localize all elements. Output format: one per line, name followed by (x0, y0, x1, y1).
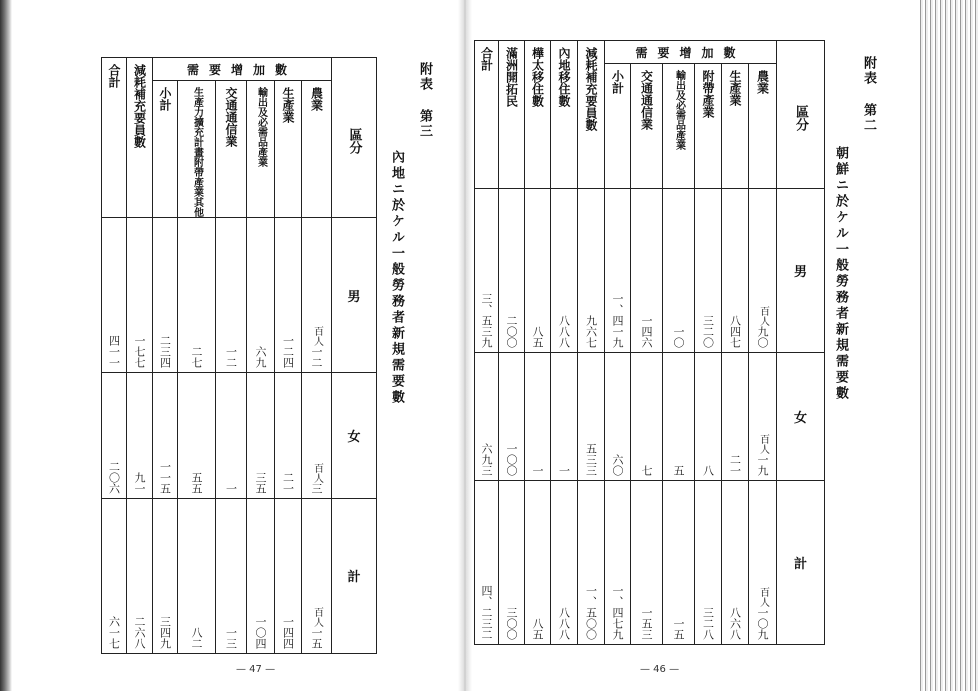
table-cell (631, 481, 663, 645)
table-cell (551, 189, 578, 353)
header-label: 輸出及必需品產業 (255, 87, 267, 167)
cell-value: 五五 (190, 471, 203, 494)
header-label: 小計 (610, 70, 625, 94)
cell-value: 五三三 (584, 443, 598, 477)
header-label: 女 (347, 429, 361, 445)
header-label: 附帶產業 (701, 70, 715, 118)
table-cell (525, 481, 551, 645)
cell-value: 一七七 (133, 335, 146, 369)
cell-value: 一三 (224, 627, 238, 649)
header-label: 交通通信業 (224, 87, 238, 147)
cell-value: 一、四一九 (611, 292, 624, 348)
table-cell (475, 189, 499, 353)
table-cell (499, 481, 525, 645)
cell-value: 九〇 (756, 325, 769, 348)
cell-value: 一九 (756, 454, 769, 477)
book-edge-left (0, 0, 12, 691)
table-cell (551, 481, 578, 645)
row-label-female (332, 373, 377, 499)
table-row (102, 498, 377, 653)
cell-value: 二一 (281, 471, 295, 494)
table-cell (695, 481, 722, 645)
header-kubun (332, 58, 377, 218)
cell-value: 六一七 (107, 616, 121, 649)
header-attrition (127, 58, 153, 218)
table-cell (722, 189, 749, 353)
table-cell (178, 498, 216, 653)
table-cell (578, 481, 605, 645)
table-cell (153, 218, 178, 373)
table-cell (499, 352, 525, 480)
left-page-subtitle: 內地ニ於ケル一般勞務者新規需要數 (389, 150, 404, 406)
header-kubun (777, 41, 825, 189)
table-cell (216, 373, 247, 499)
table-cell (102, 218, 127, 373)
cell-value: 三 (310, 482, 323, 494)
unit-label: 百人 (757, 434, 769, 455)
header-production (275, 81, 302, 218)
table-row (475, 481, 825, 645)
unit-label: 百人 (311, 326, 323, 347)
cell-value: 三、五三九 (480, 292, 493, 348)
table-cell (475, 352, 499, 480)
table-cell (663, 352, 695, 480)
header-attrition (578, 41, 605, 189)
table-cell (631, 352, 663, 480)
cell-value: 三四九 (158, 616, 172, 649)
header-total (102, 58, 127, 218)
row-label-male (777, 189, 825, 353)
header-expansion-plan (178, 81, 216, 218)
cell-value: 一〇四 (254, 616, 267, 649)
header-ancillary (695, 64, 722, 189)
cell-value: 五 (672, 465, 685, 477)
unit-label: 百人 (311, 607, 323, 627)
header-label: 男 (794, 264, 808, 280)
table-cell (631, 189, 663, 353)
header-label: 小計 (158, 87, 172, 111)
unit-label: 百人 (311, 462, 323, 483)
cell-value: 一〇〇 (505, 443, 518, 477)
table-cell (605, 481, 631, 645)
cell-value: 九六七 (584, 314, 598, 348)
header-karafuto (525, 41, 551, 189)
header-agriculture (749, 64, 777, 189)
table-cell (275, 498, 302, 653)
cell-value: 三二八 (701, 607, 715, 640)
cell-value: 八四七 (728, 314, 742, 348)
table-cell (178, 218, 216, 373)
table-cell (153, 498, 178, 653)
table-cell (749, 189, 777, 353)
table-cell (525, 352, 551, 480)
table-cell (178, 373, 216, 499)
table-cell (499, 189, 525, 353)
header-label: 計 (794, 557, 808, 573)
book-gutter (458, 0, 472, 691)
left-page-number: — 47 — (236, 664, 276, 675)
table-cell (247, 373, 275, 499)
table-cell (216, 498, 247, 653)
header-production (722, 64, 749, 189)
header-label: 生產力擴充計畫附帶產業其他 (191, 87, 203, 217)
cell-value: 八五 (531, 618, 544, 640)
cell-value: 六〇 (611, 454, 624, 477)
cell-value: 一五三 (640, 607, 653, 640)
header-label: 需要增加數 (187, 62, 298, 77)
header-label: 男 (347, 289, 361, 305)
table-cell (551, 352, 578, 480)
cell-value: 一四四 (281, 616, 295, 649)
table-cell (216, 218, 247, 373)
cell-value: 六九 (254, 346, 267, 369)
cell-value: 三〇〇 (505, 607, 518, 640)
table-cell (663, 481, 695, 645)
cell-value: 九一 (133, 471, 146, 494)
cell-value: 一〇 (672, 325, 685, 348)
right-page-subtitle: 朝鮮ニ於ケル一般勞務者新規需要數 (833, 146, 848, 402)
cell-value: 二六八 (133, 616, 146, 649)
header-label: 減耗補充要員數 (584, 47, 598, 131)
table-cell (302, 218, 332, 373)
header-label: 合計 (107, 64, 121, 88)
header-naichi (551, 41, 578, 189)
cell-value: 一二四 (281, 335, 295, 369)
cell-value: 二〇六 (107, 460, 121, 494)
table-cell (578, 189, 605, 353)
cell-value: 一 (224, 482, 238, 494)
cell-value: 八二 (190, 627, 203, 649)
cell-value: 二一 (728, 454, 742, 477)
cell-value: 七 (640, 465, 653, 477)
header-label: 農業 (309, 87, 324, 111)
cell-value: 八 (701, 465, 715, 477)
header-manchuria (499, 41, 525, 189)
header-label: 計 (347, 570, 361, 586)
table-cell (247, 498, 275, 653)
header-transport (631, 64, 663, 189)
table-cell (605, 352, 631, 480)
table-cell (749, 481, 777, 645)
cell-value: 一四六 (640, 314, 653, 348)
header-label: 農業 (755, 70, 770, 94)
table-cell (127, 373, 153, 499)
table-cell (153, 373, 178, 499)
unit-label: 百人 (757, 305, 769, 326)
table-row (475, 189, 825, 353)
header-label: 女 (794, 410, 808, 426)
cell-value: 三二〇 (701, 314, 715, 348)
cell-value: 六九三 (480, 443, 493, 477)
right-table (474, 40, 825, 645)
table-cell (247, 218, 275, 373)
table-cell (127, 498, 153, 653)
cell-value: 八五 (531, 325, 544, 348)
header-subtotal (605, 64, 631, 189)
header-label: 合計 (479, 47, 494, 71)
header-agriculture (302, 81, 332, 218)
header-demand-increase (153, 58, 332, 81)
header-label: 減耗補充要員數 (132, 64, 147, 148)
header-export (663, 64, 695, 189)
cell-value: 二七 (190, 346, 203, 369)
right-page-title: 附表 第二 (861, 56, 876, 133)
table-cell (695, 352, 722, 480)
header-total (475, 41, 499, 189)
left-table (101, 57, 377, 654)
header-subtotal (153, 81, 178, 218)
cell-value: 一五 (310, 627, 323, 649)
header-label: 區分 (793, 104, 809, 131)
header-label: 區分 (346, 127, 362, 154)
table-cell (525, 189, 551, 353)
header-label: 生產業 (728, 70, 742, 106)
header-label: 樺太移住數 (530, 47, 545, 107)
table-cell (302, 373, 332, 499)
cell-value: 四、二三二 (480, 585, 493, 640)
cell-value: 一〇九 (756, 607, 769, 640)
cell-value: 一 (531, 465, 544, 477)
row-label-male (332, 218, 377, 373)
row-label-female (777, 352, 825, 480)
cell-value: 八八八 (557, 607, 571, 640)
table-cell (749, 352, 777, 480)
row-label-total (777, 481, 825, 645)
table-cell (102, 373, 127, 499)
header-label: 生產業 (281, 87, 295, 123)
table-cell (275, 373, 302, 499)
cell-value: 一一五 (158, 460, 172, 494)
table-cell (605, 189, 631, 353)
left-page-title: 附表 第三 (417, 62, 432, 139)
table-row (475, 352, 825, 480)
cell-value: 四一一 (107, 335, 121, 369)
header-label: 需要增加數 (635, 45, 746, 60)
header-export (247, 81, 275, 218)
table-cell (722, 481, 749, 645)
cell-value: 二三四 (158, 335, 172, 369)
header-label: 滿洲開拓民 (504, 47, 519, 107)
table-cell (722, 352, 749, 480)
cell-value: 一、四七九 (611, 585, 624, 640)
cell-value: 一五 (672, 618, 685, 640)
cell-value: 一、五〇〇 (584, 585, 598, 640)
cell-value: 八八八 (557, 314, 571, 348)
cell-value: 三五 (254, 471, 267, 494)
table-cell (275, 218, 302, 373)
cell-value: 八六八 (728, 607, 742, 640)
right-page-number: — 46 — (640, 664, 680, 675)
table-cell (102, 498, 127, 653)
header-label: 輸出及必需品產業 (673, 70, 685, 150)
table-cell (578, 352, 605, 480)
header-label: 交通通信業 (639, 70, 654, 130)
table-cell (475, 481, 499, 645)
row-label-total (332, 498, 377, 653)
header-label: 內地移住數 (557, 47, 571, 107)
header-transport (216, 81, 247, 218)
table-row (102, 218, 377, 373)
cell-value: 一二 (310, 346, 323, 369)
cell-value: 一二 (224, 346, 238, 369)
cell-value: 二〇〇 (505, 314, 518, 348)
table-cell (127, 218, 153, 373)
unit-label: 百人 (757, 587, 769, 607)
header-demand-increase (605, 41, 777, 64)
book-edge-right (918, 0, 980, 691)
table-row (102, 373, 377, 499)
table-cell (663, 189, 695, 353)
table-cell (302, 498, 332, 653)
cell-value: 一 (557, 465, 571, 477)
table-cell (695, 189, 722, 353)
